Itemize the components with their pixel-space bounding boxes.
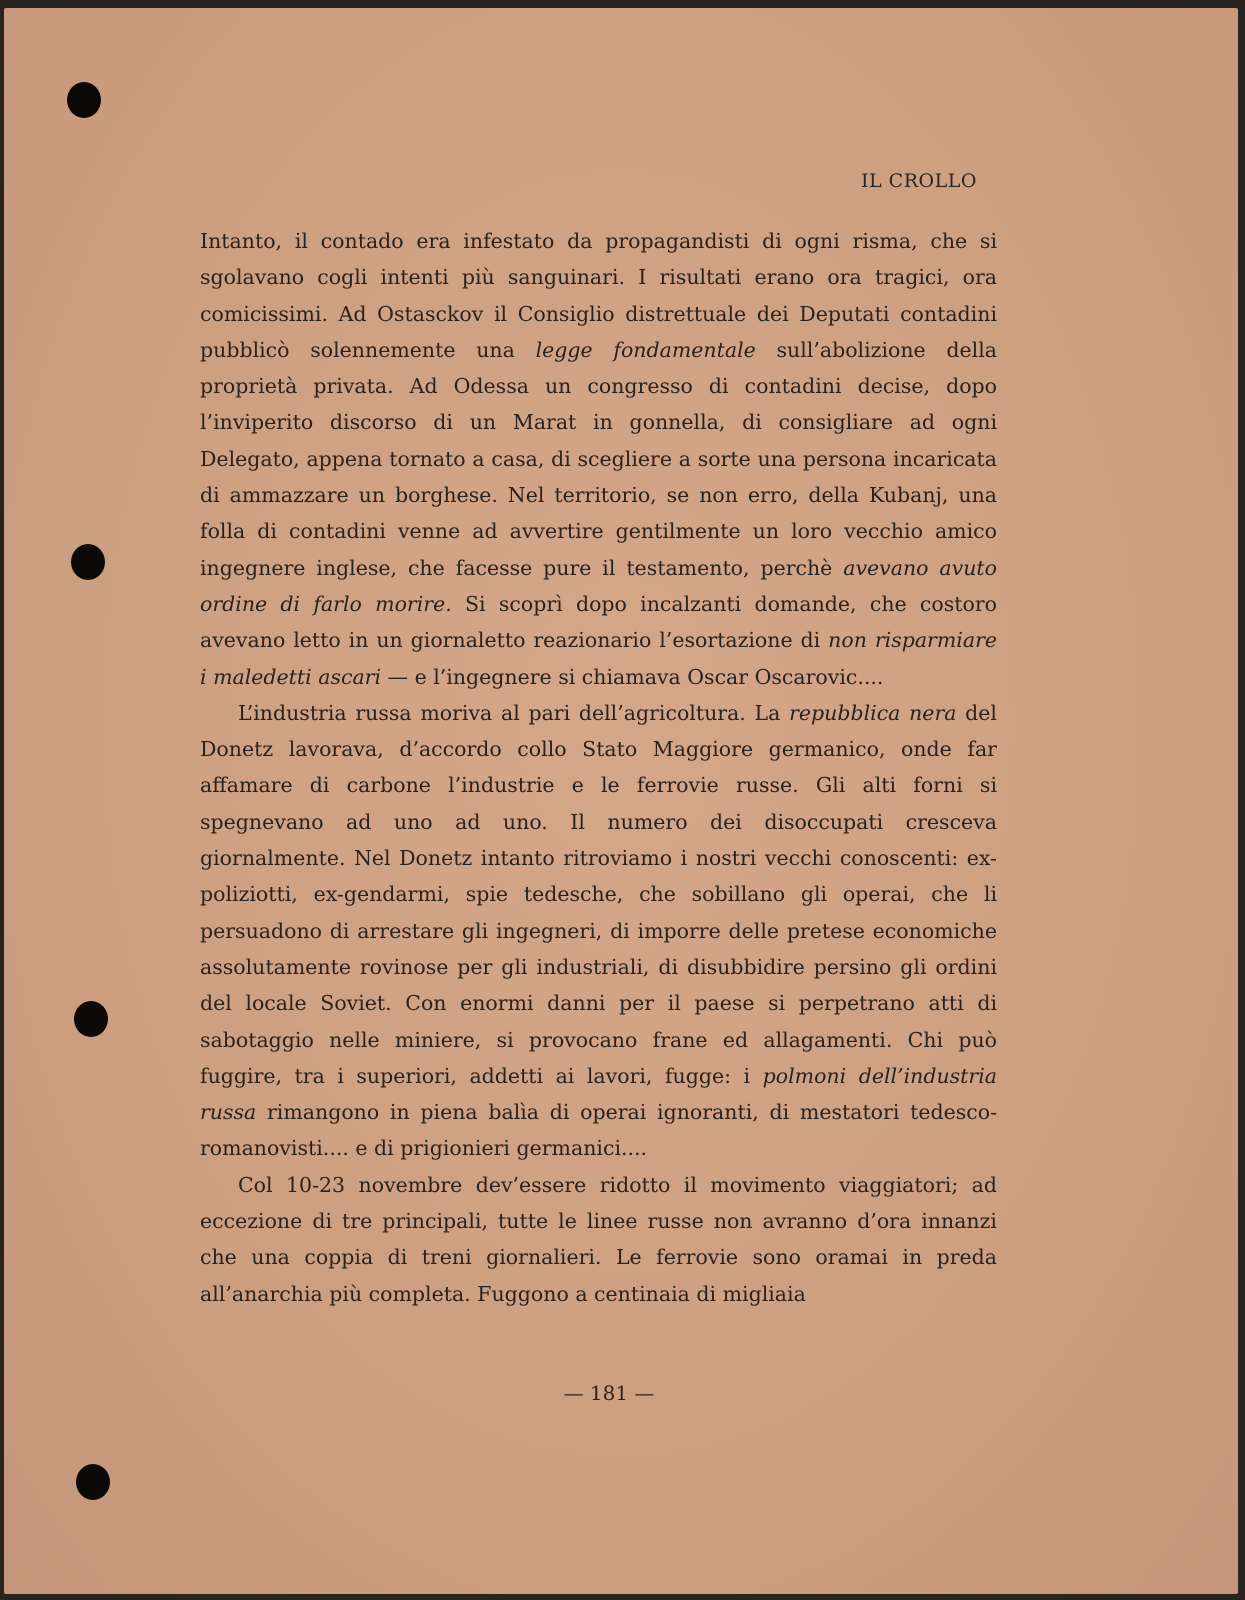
italic-run: avevano avuto ordine di farlo morire. (200, 555, 997, 616)
text-run: rimangono in piena balìa di operai ignoranti, di mestatori tedesco-romanovisti.... e di prigionieri germanici.... (200, 1100, 997, 1161)
body-text (200, 223, 997, 1312)
paragraph (200, 695, 997, 1167)
text-run: Si scoprì dopo incalzanti domande, che costoro avevano letto in un giornaletto reazionario l’esortazione di (200, 591, 997, 653)
text-run: sull’abolizione della proprietà privata. Ad Odessa un congresso di contadini decise, dopo l’inviperito discorso di un Marat in gonnella, di consigliare ad ogni Delegato, appena tornato a casa, di scegliere a sorte una persona incaricata di ammazzare un borghese. Nel territorio, se non erro, della Kubanj, una folla di contadini venne ad avvertire gentilmente un loro vecchio amico ingegnere inglese, che facesse pure il testamento, perchè (200, 337, 998, 580)
italic-run: legge fondamentale (535, 337, 756, 362)
italic-run: repubblica nera (789, 700, 957, 725)
binder-hole-3 (74, 1001, 108, 1037)
text-run: Intanto, il contado era infestato da propagandisti di ogni risma, che si sgolavano cogli intenti più sanguinari. I risultati erano ora tragici, ora comicissimi. Ad Ostasckov il Consiglio distrettuale dei Deputati contadini pubblicò solennemente una (200, 229, 997, 362)
italic-run: polmoni dell’industria russa (200, 1063, 998, 1125)
running-header: IL CROLLO (861, 170, 977, 192)
book-page (4, 8, 1238, 1594)
paragraph (200, 223, 997, 695)
paragraph (200, 1167, 997, 1312)
text-run: — e l’ingegnere si chiamava Oscar Oscarovic.... (381, 664, 884, 689)
text-run: del Donetz lavorava, d’accordo collo Stato Maggiore germanico, onde far affamare di carbone l’industrie e le ferrovie russe. Gli alti forni si spegnevano ad uno ad uno. Il numero dei disoccupati cresceva giornalmente. Nel Donetz intanto ritroviamo i nostri vecchi conoscenti: ex-poliziotti, ex-gendarmi, spie tedesche, che sobillano gli operai, che li persuadono di arrestare gli ingegneri, di imporre delle pretese economiche assolutamente rovinose per gli industriali, di disubbidire persino gli ordini del locale Soviet. Con enormi danni per il paese si perpetrano atti di sabotaggio nelle miniere, si provocano frane ed allagamenti. Chi può fuggire, tra i superiori, addetti ai lavori, fugge: i (200, 700, 997, 1088)
italic-run: non risparmiare i maledetti ascari (200, 628, 998, 689)
binder-hole-4 (76, 1464, 110, 1500)
text-run: Col 10-23 novembre dev’essere ridotto il movimento viaggiatori; ad eccezione di tre principali, tutte le linee russe non avranno d’ora innanzi che una coppia di treni giornalieri. Le ferrovie sono oramai in preda all’anarchia più completa. Fuggono a centinaia di migliaia (200, 1172, 997, 1306)
text-run: L’industria russa moriva al pari dell’agricoltura. La (238, 700, 790, 725)
binder-hole-1 (67, 82, 101, 118)
binder-hole-2 (71, 544, 105, 580)
page-number: — 181 — (563, 1381, 655, 1405)
